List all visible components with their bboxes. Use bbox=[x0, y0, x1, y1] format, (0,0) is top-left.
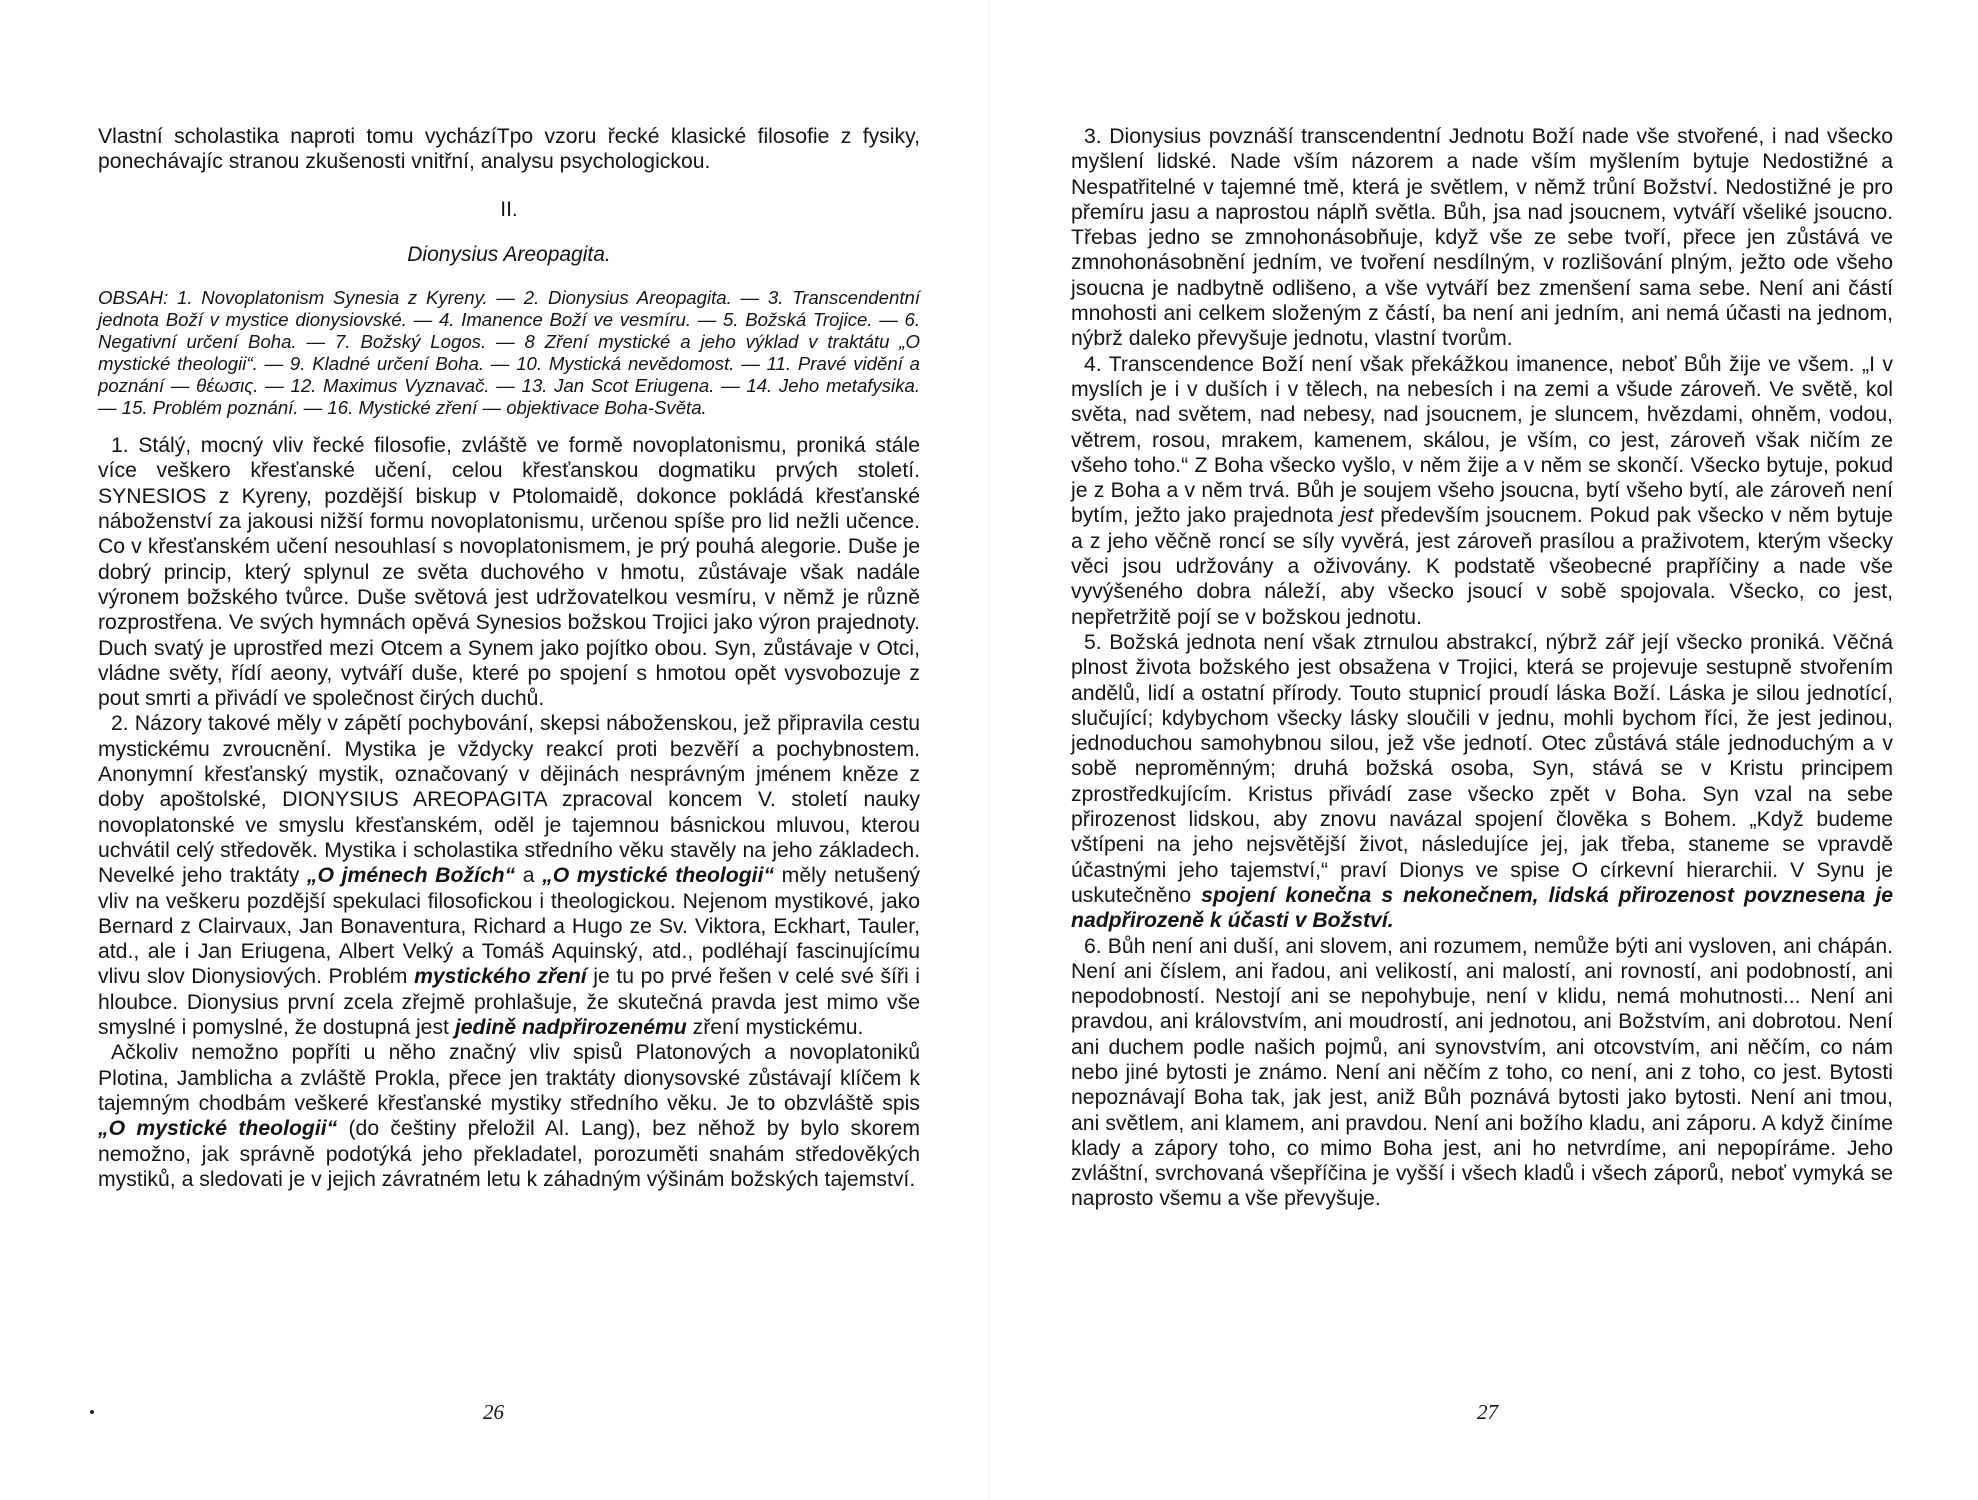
paragraph-2-text-c: měly netušený vliv na veškeru pozdější spekulaci filosofickou i theologickou. Nejenom mystikové, jako Bernard z Clairvaux, Jan Bonaventura, Richard a Hugo ze Sv. Viktora, Eckhart, Tauler, atd., ale i Jan Eriugena, Albert Velký a Tomáš Aquinský, atd., podléhají fascinujícímu vlivu slov Dionysiových. Problém bbox=[98, 864, 921, 989]
paragraph-2 bbox=[98, 711, 920, 1040]
title-o-mysticke-theologii-2: „O mystické theologii“ bbox=[98, 1117, 338, 1141]
page-number-left: 26 bbox=[483, 1400, 504, 1424]
paragraph-3-right: 3. Dionysius povznáší transcendentní Jednotu Boží nade vše stvořené, i nad všecko myšlení lidské. Nade vším názorem a nade vším myšlením bytuje Nedostižné a Nespatřitelné v tajemné tmě, která je světlem, v němž trůní Božství. Nedostižné je pro přemíru jasu a naprostou náplň světla. Bůh, jsa nad jsoucnem, vytváří všeliké jsoucno. Třebas jedno se zmnohonásobňuje, když vše ze sebe tvoří, přece jen zůstává ve zmnohonásobnění jedním, ve tvoření nesdílným, v rozlišování plným, ježto ode všeho jsoucna je nadbytně odlišeno, a vše vytváří bez zmenšení sama sebe. Není ani částí mnohosti ani celkem složeným z částí, ba není ani jedním, ani nemá účasti na jednom, nýbrž daleko převyšuje jednotu, vlastní tvorům. bbox=[1071, 125, 1893, 351]
chapter-number: II. bbox=[500, 197, 518, 221]
right-text-column bbox=[1071, 124, 1893, 1212]
contents-text: OBSAH: 1. Novoplatonism Synesia z Kyreny. — 2. Dionysius Areopagita. — 3. Transcendentní jednota Boží v mystice dionysiovské. — 4. Imanence Boží ve vesmíru. — 5. Božská Trojice. — 6. Negativní určení Boha. — 7. Božský Logos. — 8 Zření mystické a jeho výklad v traktátu „O mystické theologii“. — 9. Kladné určení Boha. — 10. Mystická nevědomost. — 11. Pravé vidění a poznání — θέωσις. — 12. Maximus Vyznavač. — 13. Jan Scot Eriugena. — 14. Jeho metafysika. — 15. Problém poznání. — 16. Mystické zření — objektivace Boha-Světa. bbox=[98, 287, 920, 419]
paragraph-3 bbox=[98, 1040, 920, 1192]
intro-paragraph: Vlastní scholastika naproti tomu vycházíTpo vzoru řecké klasické filosofie z fysiky, ponechávajíc stranou zkušenosti vnitřní, analysu psychologickou. bbox=[98, 125, 920, 174]
right-page bbox=[989, 0, 1978, 1500]
paragraph-3-text-b: (do češtiny přeložil Al. Lang), bez něhož by bylo skorem nemožno, jak správně podotýká jeho překladatel, porozuměti snahám středověkých mystiků, a sledovati je v jejich závratném letu k záhadným výšinám božských tajemství. bbox=[98, 1117, 920, 1191]
emphasis-jest: jest bbox=[1340, 504, 1374, 528]
paragraph-4 bbox=[1071, 352, 1893, 630]
paragraph-6: 6. Bůh není ani duší, ani slovem, ani rozumem, nemůže býti ani vysloven, ani chápán. Není ani číslem, ani řadou, ani velikostí, ani malostí, ani rovností, ani podobností, ani nepodobností. Nestojí ani se nepohybuje, není v klidu, nemá mohutnosti... Není ani pravdou, ani královstvím, ani moudrostí, ani jednotou, ani Božstvím, ani dobrotou. Není ani duchem podle našich pojmů, ani synovstvím, ani otcovstvím, ani něčím, co nám nebo jiné bytosti je známo. Není ani něčím z toho, co není, ani z toho, co jest. Bytosti nepoznávají Boha tak, jak jest, aniž Bůh poznává bytosti jako bytosti. Není ani tmou, ani světlem, ani klamem, ani pravdou. Není ani božího kladu, ani záporu. A když činíme klady a zápory toho, co mimo Boha jest, ani ho netvrdíme, ani nepopíráme. Jeho zvláštní, svrchovaná všepříčina je vyšší i všech kladů i všech záporů, neboť vymyká se naprosto všemu a vše převyšuje. bbox=[1071, 934, 1893, 1211]
paragraph-5 bbox=[1071, 630, 1893, 934]
paragraph-2-text-d: je tu po prvé řešen v celé své šíři i hloubce. Dionysius první zcela zřejmě prohlašuje, že skutečná pravda jest mimo vše smyslné i pomyslné, že dostupná jest bbox=[98, 965, 920, 1040]
paragraph-2-text-a: 2. Názory takové měly v zápětí pochybování, skepsi náboženskou, jež připravila cestu mystickému zvroucnění. Mystika je vždycky reakcí proti bezvěří a pochybnostem. Anonymní křesťanský mystik, označovaný v dějinách nesprávným jménem kněze z doby apoštolské, DIONYSIUS AREOPAGITA zpracoval koncem V. století nauky novoplatonské ve smyslu křesťanském, oděl je tajemnou básnickou mluvou, kterou uchvátil celý středověk. Mystika i scholastika středního věku stavěly na jeho základech. Nevelké jeho traktáty bbox=[98, 712, 920, 888]
paragraph-1: 1. Stálý, mocný vliv řecké filosofie, zvláště ve formě novoplatonismu, proniká stále více veškero křesťanské učení, celou křesťanskou dogmatiku prvých století. SYNESIOS z Kyreny, pozdější biskup v Ptolomaidě, dokonce pokládá křesťanské náboženství za jakousi nižší formu novoplatonismu, určenou spíše pro lid nežli učence. Co v křesťanském učení nesouhlasí s novoplatonismem, je prý pouhá alegorie. Duše je dobrý princip, který splynul ze světa duchového v hmotu, zůstávaje však nadále výronem božského tvůrce. Duše světová jest udržovatelkou vesmíru, v němž je různě rozprostřena. Ve svých hymnách opěvá Synesios božskou Trojici jako výron prajednoty. Duch svatý je uprostřed mezi Otcem a Synem jako pojítko obou. Syn, zůstávaje v Otci, vládne světy, řídí aeony, vytváří duše, které po spojení s hmotou opět vysvobozuje z pout smrti a přivádí ve společnost čirých duchů. bbox=[98, 434, 920, 711]
emphasis-jedine-nadprirozenemu: jedině nadpřirozenému bbox=[454, 1016, 687, 1040]
paragraph-2-text-e: zření mystickému. bbox=[686, 1016, 864, 1040]
title-o-jmenech-bozich: „O jménech Božích“ bbox=[306, 864, 516, 888]
title-o-mysticke-theologii: „O mystické theologii“ bbox=[542, 864, 775, 888]
paragraph-4-text-a: 4. Transcendence Boží není však překážkou imanence, neboť Bůh žije ve všem. „I v myslích je i v duších i v tělech, na nebesích i na zemi a všude zároveň. Ve světě, kol světa, nad světem, nad nebesy, nad jsoucnem, je sluncem, hvězdami, ohněm, vodou, větrem, rosou, mrakem, kamenem, skálou, je vším, co jest, zároveň však ničím ze všeho toho.“ Z Boha všecko vyšlo, v něm žije a v něm se skončí. Všecko bytuje, pokud je z Boha a v něm trvá. Bůh je soujem všeho jsoucna, bytí všeho bytí, ale zároveň není bytím, ježto jako prajednota bbox=[1071, 352, 1893, 528]
chapter-title: Dionysius Areopagita. bbox=[407, 242, 611, 266]
paragraph-4-text-b: především jsoucnem. Pokud pak všecko v něm bytuje a z jeho věčně roncí se síly vyvěrá, jest zároveň prasílou a praživotem, kterým všecky věci jsou udržovány a oživovány. K podstatě všeobecné prapříčiny a nade vše vyvýšeného dobra náleží, aby všecko jsoucí v sobě spojovala. Všecko, co jest, nepřetržitě pojí se v božskou jednotu. bbox=[1071, 504, 1893, 629]
emphasis-mystickeho-zreni: mystického zření bbox=[414, 965, 587, 989]
emphasis-spojeni-konecna: spojení konečna s nekonečnem, lidská přirozenost povznesena je nadpřirozeně k účasti v Božství. bbox=[1071, 883, 1893, 933]
chapter-contents bbox=[98, 287, 920, 419]
page-number-right: 27 bbox=[1477, 1400, 1498, 1424]
margin-dot bbox=[90, 1410, 94, 1414]
paragraph-2-text-b: a bbox=[515, 864, 543, 888]
paragraph-5-text-a: 5. Božská jednota není však ztrnulou abstrakcí, nýbrž zář její všecko proniká. Věčná plnost života božského jest obsažena v Trojici, která se projevuje sestupně stvořením andělů, lidí a ostatní přírody. Touto stupnicí proudí láska Boží. Láska je silou jednotící, slučující; kdybychom všecky lásky sloučili v jednu, mohli bychom říci, že jest jedinou, jednoduchou samohybnou silou, jež vše jednotí. Otec zůstává stále jednoduchým a v sobě neproměnným; druhá božská osoba, Syn, stává se v Kristu principem zprostředkujícím. Kristus přivádí zase všecko zpět v Boha. Syn vzal na sebe přirozenost lidskou, aby znovu navázal spojení člověka s Bohem. „Když budeme vštípeni na jeho nejsvětější život, následujíce jej, jak třeba, staneme se vpravdě účastnými jeho tajemství,“ praví Dionys ve spise O církevní hierarchii. V Synu je uskutečněno bbox=[1071, 630, 1893, 907]
left-text-column bbox=[98, 124, 920, 1192]
paragraph-3-text-a: Ačkoliv nemožno popříti u něho značný vliv spisů Platonových a novoplatoniků Plotina, Jamblicha a zvláště Prokla, přece jen traktáty dionysovské zůstávají klíčem k tajemným chodbám veškeré křesťanské mystiky středního věku. Je to obzvláště spis bbox=[98, 1041, 920, 1115]
